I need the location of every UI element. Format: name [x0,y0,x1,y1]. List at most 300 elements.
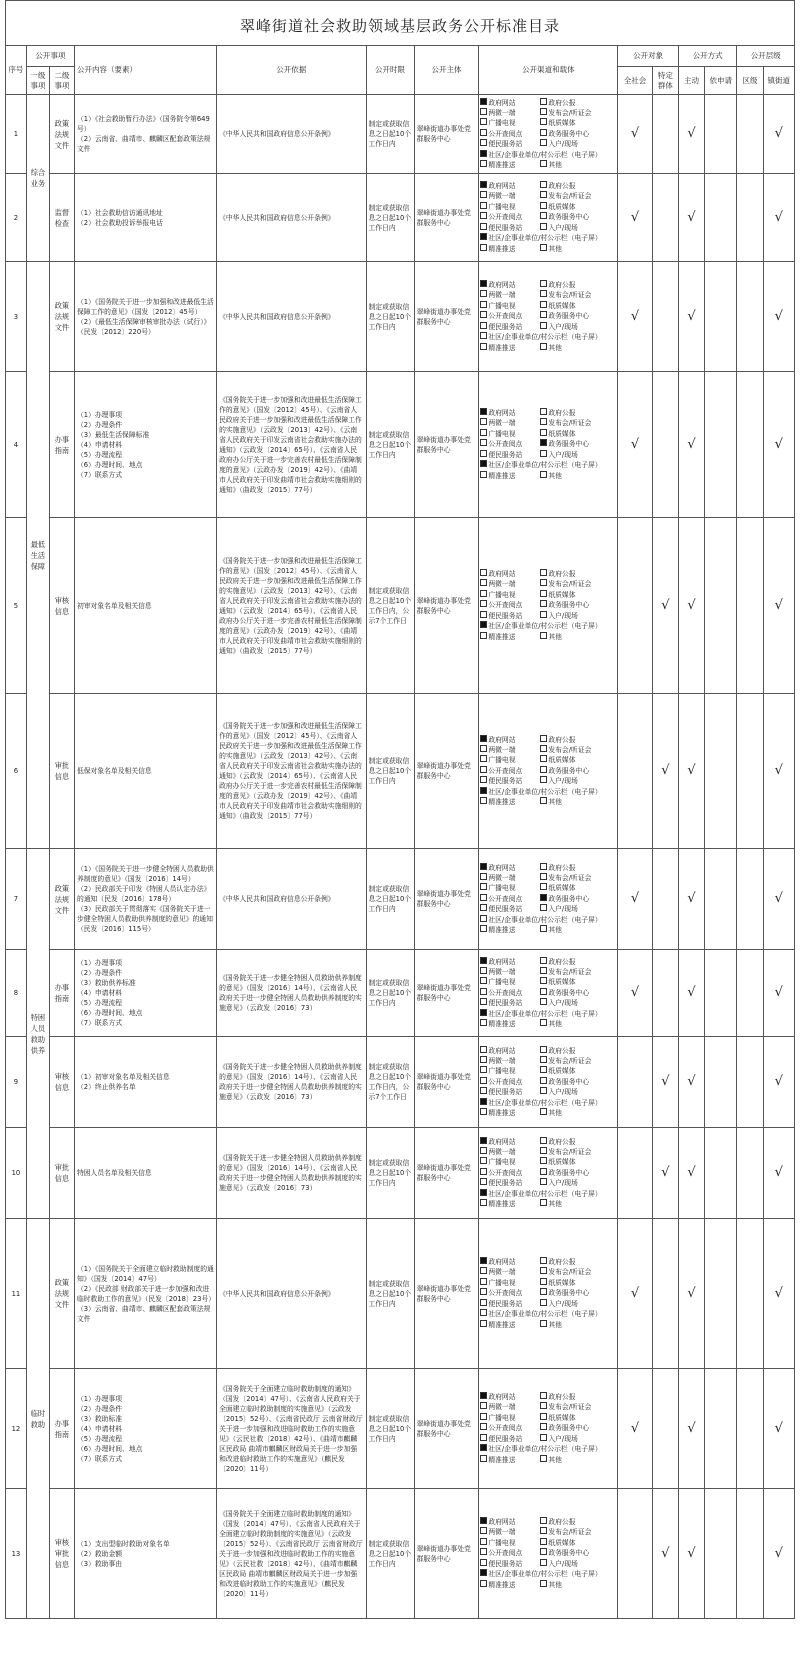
unchecked-box-icon [480,1019,487,1026]
tick-all [618,1037,652,1128]
unchecked-box-icon [480,244,487,251]
channel-label: 纸质媒体 [548,1278,576,1287]
unchecked-box-icon [480,1168,487,1175]
table-row [6,1037,795,1128]
channel-label: 政府网站 [488,1258,516,1267]
channels-cell [479,1128,618,1219]
tick-apply [705,174,737,262]
channel-label: 纸质媒体 [548,1413,576,1422]
channel-option [480,1444,608,1454]
content-line: （1）办理事项 [76,959,123,967]
checked-box-icon [480,181,487,188]
tick-all [618,1489,652,1619]
channel-option [480,1392,538,1402]
channels-cell [479,262,618,372]
channel-option [480,735,538,745]
content-line: （7）联系方式 [76,1019,123,1027]
channel-grid [480,1137,616,1210]
channel-label: 入户/现场 [548,450,578,459]
channel-option [540,569,608,579]
channel-option [480,1267,538,1277]
unchecked-box-icon [540,600,547,607]
channel-label: 纸质媒体 [548,202,576,211]
channel-option [540,579,608,589]
channel-option [480,202,538,212]
disclosure-basis: 《国务院关于进一步健全特困人员救助供养制度的意见》（国发〔2016〕14号）、《云南省人民政府关于进一步健全特困人员救助供养制度的实施意见》（云政发〔2016〕73） [217,950,366,1037]
tick-specific [652,950,678,1037]
unchecked-box-icon [540,212,547,219]
channel-label: 广播电视 [488,1413,516,1422]
disclosure-content [74,518,216,694]
level2-matter: 政策法规文件 [49,262,74,372]
unchecked-box-icon [480,883,487,890]
unchecked-box-icon [540,957,547,964]
header-level-street: 镇街道 [763,67,794,95]
channel-label: 政府网站 [488,1518,516,1527]
channel-option [540,1077,608,1087]
channel-label: 两微一端 [488,108,516,117]
unchecked-box-icon [540,1392,547,1399]
channel-option [540,181,608,191]
channel-label: 精准推送 [488,1200,516,1209]
tick-district [737,1128,763,1219]
channel-label: 政府网站 [488,1046,516,1055]
header-level1: 一级事项 [26,67,49,95]
channel-option [480,967,538,977]
header-method-active: 主动 [678,67,704,95]
tick-district [737,1369,763,1489]
channel-label: 其他 [548,1020,562,1029]
header-timelimit: 公开时限 [366,46,414,95]
disclosure-content [74,1489,216,1619]
channel-label: 社区/企事业单位/村公示栏（电子屏） [488,1310,602,1319]
checked-box-icon [480,957,487,964]
unchecked-box-icon [540,1077,547,1084]
checked-box-icon [480,1189,487,1196]
channel-label: 纸质媒体 [548,429,576,438]
channels-cell [479,174,618,262]
channel-label: 其他 [548,1580,562,1589]
channel-grid [480,1392,616,1465]
tick-apply [705,372,737,518]
tick-specific [652,1369,678,1489]
unchecked-box-icon [540,1168,547,1175]
channel-label: 其他 [548,161,562,170]
channel-option [540,212,608,222]
unchecked-box-icon [480,118,487,125]
channel-label: 其他 [548,798,562,807]
disclosure-timelimit: 制定或获取信息之日起10个工作日内 [366,1489,414,1619]
unchecked-box-icon [480,977,487,984]
channel-option [480,1423,538,1433]
channel-label: 公开查阅点 [488,1424,523,1433]
channel-label: 精准推送 [488,244,516,253]
channel-option [480,191,538,201]
unchecked-box-icon [540,1178,547,1185]
disclosure-basis: 《国务院关于全面建立临时救助制度的通知》（国发〔2014〕47号）、《云南省人民政府关于全面建立临时救助制度的实施意见》（云政发〔2015〕52号）、《云南省民政厅 云南省财政厅关于进一步加强和改进临时救助工作的实施意见》（云民社救〔2018〕42号）、《曲靖市麒麟区民政局 曲靖市麒麟区财政局关于进一步加强和改进临时救助工作的实施意见》（麒民发〔2020〕11号） [217,1369,366,1489]
channel-label: 便民服务站 [488,1559,523,1568]
channel-label: 公开查阅点 [488,1289,523,1298]
channel-option [540,1455,608,1465]
unchecked-box-icon [480,212,487,219]
channel-option [480,863,538,873]
channel-label: 两微一端 [488,1056,516,1065]
row-number: 11 [6,1219,27,1369]
unchecked-box-icon [480,967,487,974]
channel-option [540,766,608,776]
disclosure-timelimit: 制定或获取信息之日起10个工作日内 [366,372,414,518]
channel-option [540,1320,608,1330]
channel-grid [480,1517,616,1590]
tick-district [737,1489,763,1619]
tick-all: √ [618,1219,652,1369]
channel-label: 政府网站 [488,409,516,418]
channel-option [480,1077,538,1087]
channel-option [480,1538,538,1548]
channel-option [480,1168,538,1178]
channel-grid [480,181,616,254]
disclosure-timelimit: 制定或获取信息之日起10个工作日内 [366,1128,414,1219]
content-line: （3）救助事由 [76,1559,123,1568]
table-row [6,1128,795,1219]
table-row [6,694,795,849]
tick-apply [705,518,737,694]
content-line: （2）终止供养名单 [76,1083,136,1091]
channel-option [480,569,538,579]
channel-option [480,343,538,353]
channel-option [480,460,608,470]
tick-street: √ [763,950,794,1037]
disclosure-content [74,174,216,262]
unchecked-box-icon [480,1288,487,1295]
tick-street: √ [763,694,794,849]
content-line: （1）《国务院关于进一步加强和改进最低生活保障工作的意见》（国发〔2012〕45号） [76,297,214,316]
channel-option [540,925,608,935]
disclosure-timelimit: 制定或获取信息之日起10个工作日内 [366,174,414,262]
disclosure-table [5,45,795,1619]
checked-box-icon [480,1257,487,1264]
unchecked-box-icon [540,418,547,425]
channel-label: 纸质媒体 [548,1158,576,1167]
channel-option [540,418,608,428]
unchecked-box-icon [540,1538,547,1545]
channel-option [480,301,538,311]
channel-label: 其他 [548,343,562,352]
channel-option [540,1046,608,1056]
tick-street: √ [763,518,794,694]
document-title: 翠峰街道社会救助领域基层政务公开标准目录 [5,0,795,45]
content-line: 特困人员名单及相关信息 [76,1169,152,1177]
unchecked-box-icon [480,139,487,146]
channel-option [540,590,608,600]
channel-label: 便民服务站 [488,611,523,620]
tick-district [737,849,763,950]
unchecked-box-icon [540,301,547,308]
channel-option [480,1199,538,1209]
channel-label: 精准推送 [488,632,516,641]
content-line: （2）办理条件 [76,420,123,429]
channel-label: 其他 [548,1455,562,1464]
tick-all [618,694,652,849]
content-line: （1）支出型临时救助对象名单 [76,1539,170,1548]
checked-box-icon [540,894,547,901]
content-line: （6）办理时间、地点 [76,1009,143,1017]
table-row [6,174,795,262]
channel-option [480,590,538,600]
table-row [6,262,795,372]
channel-label: 政府公报 [548,1046,576,1055]
unchecked-box-icon [480,904,487,911]
tick-apply [705,694,737,849]
channel-label: 公开查阅点 [488,440,523,449]
channel-grid [480,1257,616,1330]
channel-option [540,1299,608,1309]
channel-label: 入户/现场 [548,999,578,1008]
channel-option [540,1517,608,1527]
unchecked-box-icon [480,471,487,478]
disclosure-subject: 翠峰街道办事处党群服务中心 [414,694,479,849]
content-line: （3）民政部关于贯彻落实《国务院关于进一步健全特困人员救助供养制度的意见》的通知（民发〔2016〕115号） [76,905,213,933]
channel-label: 社区/企事业单位/村公示栏（电子屏） [488,461,602,470]
channel-label: 入户/现场 [548,1559,578,1568]
channel-label: 政府公报 [548,957,576,966]
unchecked-box-icon [540,129,547,136]
channel-option [480,925,538,935]
channel-grid [480,735,616,808]
channel-option [540,1087,608,1097]
channel-label: 广播电视 [488,756,516,765]
unchecked-box-icon [540,967,547,974]
channel-label: 精准推送 [488,343,516,352]
channel-option [540,1527,608,1537]
tick-apply [705,95,737,174]
channel-label: 广播电视 [488,301,516,310]
unchecked-box-icon [480,1267,487,1274]
unchecked-box-icon [540,873,547,880]
tick-specific: √ [652,518,678,694]
tick-apply [705,1037,737,1128]
channel-option [480,766,538,776]
tick-active: √ [678,518,704,694]
channel-label: 发布会/听证会 [548,419,592,428]
checked-box-icon [480,1098,487,1105]
content-line: （2）《最低生活保障审核审批办法（试行）》（民发〔2012〕220号） [76,317,211,336]
disclosure-subject: 翠峰街道办事处党群服务中心 [414,950,479,1037]
channel-option [480,1402,538,1412]
channel-option [480,894,538,904]
channel-option [480,322,538,332]
disclosure-basis: 《中华人民共和国政府信息公开条例》 [217,849,366,950]
tick-district [737,262,763,372]
tick-specific: √ [652,694,678,849]
channel-option [480,418,538,428]
channel-option [540,429,608,439]
row-number: 2 [6,174,27,262]
checked-box-icon [480,735,487,742]
channel-label: 公开查阅点 [488,1168,523,1177]
header-matters: 公开事项 [26,46,74,67]
unchecked-box-icon [540,1147,547,1154]
disclosure-timelimit: 制定或获取信息之日起10个工作日内 [366,950,414,1037]
tick-active: √ [678,262,704,372]
channel-label: 纸质媒体 [548,884,576,893]
channel-label: 精准推送 [488,161,516,170]
unchecked-box-icon [480,129,487,136]
unchecked-box-icon [480,311,487,318]
channel-label: 政府网站 [488,1137,516,1146]
channel-label: 纸质媒体 [548,1538,576,1547]
checked-box-icon [480,460,487,467]
channel-label: 政府公报 [548,1518,576,1527]
disclosure-content [74,950,216,1037]
header-content: 公开内容（要素） [74,46,216,95]
channel-label: 其他 [548,471,562,480]
channel-label: 两微一端 [488,580,516,589]
channel-label: 入户/现场 [548,1434,578,1443]
channel-option [480,290,538,300]
unchecked-box-icon [480,1559,487,1566]
checked-box-icon [480,621,487,628]
channels-cell [479,1489,618,1619]
tick-district [737,1037,763,1128]
unchecked-box-icon [540,181,547,188]
tick-all: √ [618,849,652,950]
channel-option [480,244,538,254]
unchecked-box-icon [480,108,487,115]
unchecked-box-icon [540,590,547,597]
table-row [6,1219,795,1369]
disclosure-subject: 翠峰街道办事处党群服务中心 [414,1489,479,1619]
channel-label: 政府网站 [488,570,516,579]
channel-option [540,632,608,642]
channel-label: 社区/企事业单位/村公示栏（电子屏） [488,787,602,796]
unchecked-box-icon [480,1066,487,1073]
unchecked-box-icon [480,1087,487,1094]
disclosure-content [74,849,216,950]
channel-option [540,471,608,481]
tick-district [737,950,763,1037]
level2-matter: 政策法规文件 [49,95,74,174]
channel-option [480,139,538,149]
unchecked-box-icon [540,290,547,297]
channel-label: 入户/现场 [548,140,578,149]
checked-box-icon [480,1137,487,1144]
unchecked-box-icon [480,1538,487,1545]
channel-label: 广播电视 [488,202,516,211]
tick-active: √ [678,1489,704,1619]
unchecked-box-icon [480,429,487,436]
checked-box-icon [480,280,487,287]
header-channels: 公开渠道和载体 [479,46,618,95]
header-target-all: 全社会 [618,67,652,95]
tick-active: √ [678,174,704,262]
content-line: 初审对象名单及相关信息 [76,601,152,610]
level2-matter: 审核审批信息 [49,1489,74,1619]
channel-option [480,108,538,118]
channel-label: 政务服务中心 [548,1168,590,1177]
disclosure-basis: 《国务院关于进一步加强和改进最低生活保障工作的意见》（国发〔2012〕45号）、《云南省人民政府关于进一步加强和改进最低生活保障工作的实施意见》（云政发〔2013〕42号）、《云南省人民政府关于印发云南省社会救助实施办法的通知》（云政发〔2014〕65号）、《云南省人民政府办公厅关于进一步完善农村最低生活保障制度的意见》（云政办发〔2019〕42号）、《曲靖市人民政府关于印发曲靖市社会救助实施细则的通知》（曲政发〔2015〕77号） [217,694,366,849]
unchecked-box-icon [540,98,547,105]
unchecked-box-icon [540,1559,547,1566]
channel-option [480,332,608,342]
channel-option [480,745,538,755]
unchecked-box-icon [480,1320,487,1327]
channel-option [480,223,538,233]
disclosure-basis: 《国务院关于进一步加强和改进最低生活保障工作的意见》（国发〔2012〕45号）、《云南省人民政府关于进一步加强和改进最低生活保障工作的实施意见》（云政发〔2013〕42号）、《云南省人民政府关于印发云南省社会救助实施办法的通知》（云政发〔2014〕65号）、《云南省人民政府办公厅关于进一步完善农村最低生活保障制度的意见》（云政办发〔2019〕42号）、《曲靖市人民政府关于印发曲靖市社会救助实施细则的通知》（曲政发〔2015〕77号） [217,372,366,518]
unchecked-box-icon [480,191,487,198]
channel-option [480,1320,538,1330]
disclosure-content [74,1037,216,1128]
channel-option [480,1009,608,1019]
channel-option [540,1559,608,1569]
channel-option [540,280,608,290]
channel-option [480,1288,538,1298]
unchecked-box-icon [540,755,547,762]
channel-option [480,1559,538,1569]
channel-label: 政府网站 [488,1393,516,1402]
unchecked-box-icon [540,450,547,457]
channel-option [480,471,538,481]
unchecked-box-icon [540,1257,547,1264]
channel-label: 纸质媒体 [548,756,576,765]
unchecked-box-icon [540,569,547,576]
unchecked-box-icon [480,988,487,995]
checked-box-icon [480,1444,487,1451]
unchecked-box-icon [540,998,547,1005]
content-line: （1）办理事项 [76,1394,123,1403]
unchecked-box-icon [540,1434,547,1441]
unchecked-box-icon [540,1402,547,1409]
tick-specific [652,95,678,174]
unchecked-box-icon [540,988,547,995]
content-line: （2）《民政部 财政部关于进一步加强和改进临时救助工作的意见》（民发〔2018〕23号） [76,1284,216,1303]
tick-active: √ [678,694,704,849]
checked-box-icon [480,1569,487,1576]
tick-specific [652,372,678,518]
channels-cell [479,1219,618,1369]
channel-label: 广播电视 [488,429,516,438]
level2-matter: 审核信息 [49,518,74,694]
unchecked-box-icon [480,301,487,308]
channel-option [540,957,608,967]
content-line: （4）申请材料 [76,1424,123,1433]
row-number: 1 [6,95,27,174]
content-line: （3）最低生活保障标准 [76,430,150,439]
channel-option [480,873,538,883]
channel-label: 入户/现场 [548,223,578,232]
disclosure-subject: 翠峰街道办事处党群服务中心 [414,1369,479,1489]
tick-active: √ [678,1219,704,1369]
disclosure-timelimit: 制定或获取信息之日起10个工作日内 [366,694,414,849]
unchecked-box-icon [540,904,547,911]
disclosure-basis: 《中华人民共和国政府信息公开条例》 [217,262,366,372]
channel-option [540,1423,608,1433]
disclosure-subject: 翠峰街道办事处党群服务中心 [414,1128,479,1219]
channel-option [480,1299,538,1309]
channel-label: 公开查阅点 [488,766,523,775]
channel-option [540,98,608,108]
channel-label: 两微一端 [488,745,516,754]
channel-label: 公开查阅点 [488,601,523,610]
channel-label: 发布会/听证会 [548,108,592,117]
tick-apply [705,1489,737,1619]
channel-label: 政府网站 [488,182,516,191]
channel-label: 其他 [548,926,562,935]
channel-label: 纸质媒体 [548,590,576,599]
channel-label: 公开查阅点 [488,312,523,321]
channel-label: 发布会/听证会 [548,1403,592,1412]
level2-matter: 政策法规文件 [49,1219,74,1369]
